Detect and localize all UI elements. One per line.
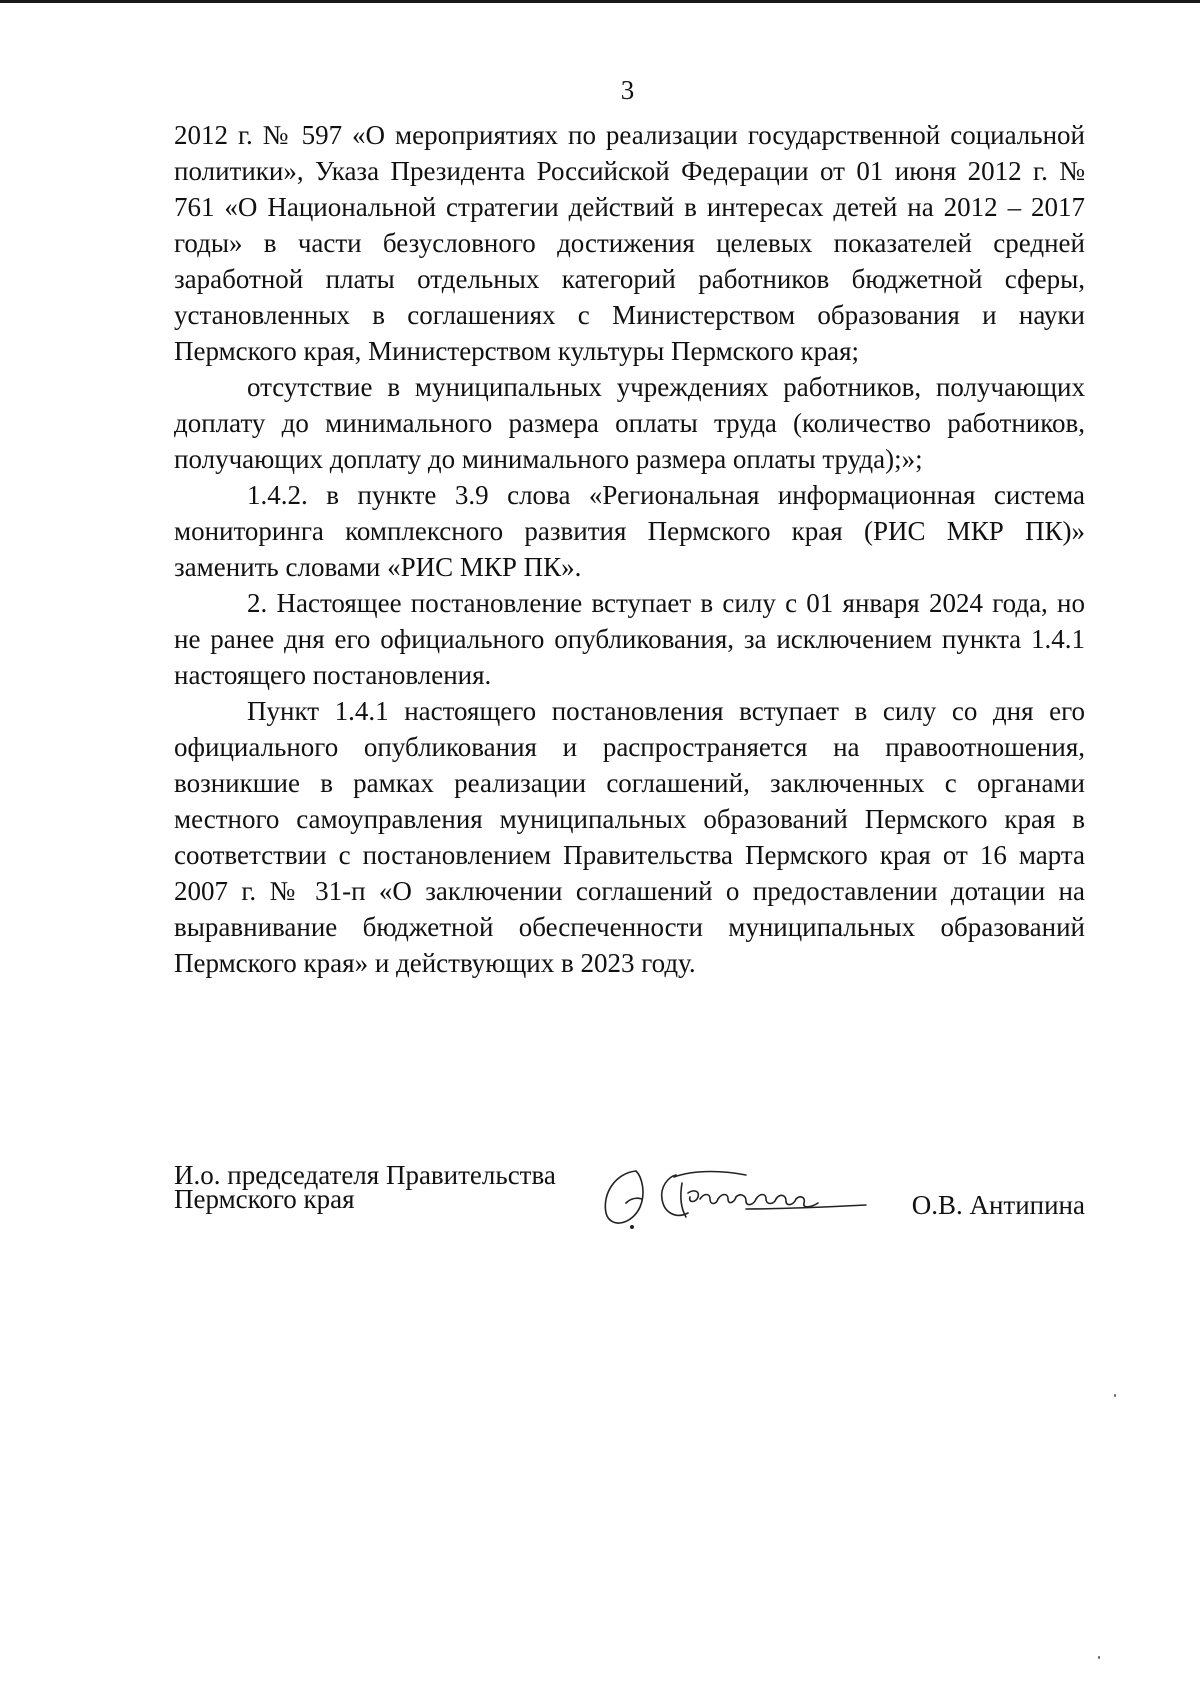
paragraph-1: 2012 г. № 597 «О мероприятиях по реализации государственной социальной политики», Указа Президента Российской Федерации от 01 июня 2012 г. № 761 «О Национальной стратегии действий в интересах детей на 2012 – 2017 годы» в части безусловного достижения целевых показателей средней заработной платы отдельных категорий работников бюджетной сферы, установленных в соглашениях с Министерством образования и науки Пермского края, Министерством культуры Пермского края; (174, 120, 1085, 366)
paragraph-4: 2. Настоящее постановление вступает в силу с 01 января 2024 года, но не ранее дня его официального опубликования, за исключением пункта 1.4.1 настоящего постановления. (174, 588, 1085, 690)
paragraph-2: отсутствие в муниципальных учреждениях работников, получающих доплату до минимального размера оплаты труда (количество работников, получающих доплату до минимального размера оплаты труда);»; (174, 372, 1085, 474)
paragraph-5: Пункт 1.4.1 настоящего постановления вступает в силу со дня его официального опубликования и распространяется на правоотношения, возникшие в рамках реализации соглашений, заключенных с органами местного самоуправления муниципальных образований Пермского края в соответствии с постановлением Правительства Пермского края от 16 марта 2007 г. № 31-п «О заключении соглашений о предоставлении дотации на выравнивание бюджетной обеспеченности муниципальных образований Пермского края» и действующих в 2023 году. (174, 696, 1085, 978)
scan-speck (1098, 1656, 1100, 1659)
signer-position-line-1: И.о. председателя Правительства (174, 1160, 556, 1190)
paragraph-3: 1.4.2. в пункте 3.9 слова «Региональная информационная система мониторинга комплексного развития Пермского края (РИС МКР ПК)» заменить словами «РИС МКР ПК». (174, 480, 1085, 582)
scan-top-edge (0, 0, 1200, 3)
handwritten-signature (596, 1163, 896, 1233)
signer-position-line-2: Пермского края (174, 1184, 355, 1214)
signer-name: О.В. Антипина (911, 1190, 1085, 1220)
scan-speck (1114, 1394, 1116, 1397)
document-body (174, 117, 1085, 981)
signature-block (174, 1160, 1085, 1243)
signer-position (174, 1160, 556, 1214)
page-number: 3 (620, 75, 635, 105)
